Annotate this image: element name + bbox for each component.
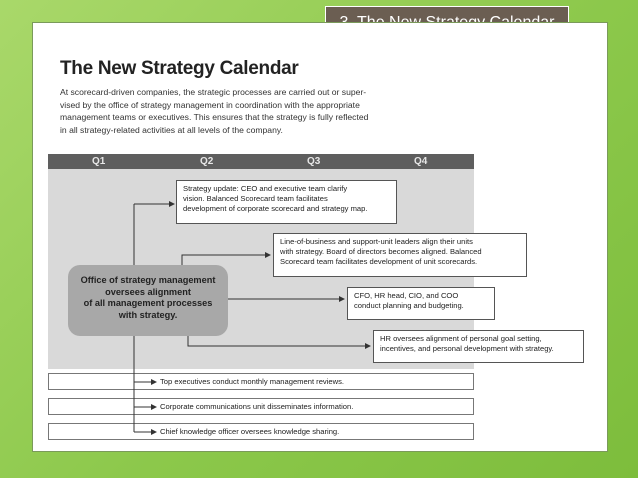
arrow-to-unit-alignment xyxy=(182,255,270,265)
document-title: The New Strategy Calendar xyxy=(60,58,299,79)
planning-budgeting-box: CFO, HR head, CIO, and COO conduct planning and budgeting. xyxy=(347,287,495,320)
knowledge-text: Chief knowledge officer oversees knowledge sharing. xyxy=(160,427,340,436)
communications-text: Corporate communications unit disseminates information. xyxy=(160,402,354,411)
unit-alignment-box: Line-of-business and support-unit leaders align their units with strategy. Board of directors becomes aligned. Balanced Scorecard team facilitates development of unit scorecards. xyxy=(273,233,527,277)
quarter-label-q3: Q3 xyxy=(307,156,321,167)
quarter-label-q2: Q2 xyxy=(200,156,214,167)
quarter-label-q1: Q1 xyxy=(92,156,106,167)
quarter-label-q4: Q4 xyxy=(414,156,428,167)
hr-alignment-box: HR oversees alignment of personal goal setting, incentives, and personal development with strategy. xyxy=(373,330,584,363)
strategy-update-box: Strategy update: CEO and executive team clarify vision. Balanced Scorecard team facilitates development of corporate scorecard and strategy map. xyxy=(176,180,397,224)
reviews-text: Top executives conduct monthly management reviews. xyxy=(160,377,345,386)
intro-paragraph: At scorecard-driven companies, the strategic processes are carried out or super- vised by the office of strategy management in coordination with the appropriate management teams or executives. This ensures that the strategy is fully reflected in all strategy-related activities at all levels of the company. xyxy=(60,87,369,135)
strategy-office-hub: Office of strategy management oversees alignment of all management processes with strategy. xyxy=(68,265,228,336)
arrow-to-hr-alignment xyxy=(188,336,370,346)
